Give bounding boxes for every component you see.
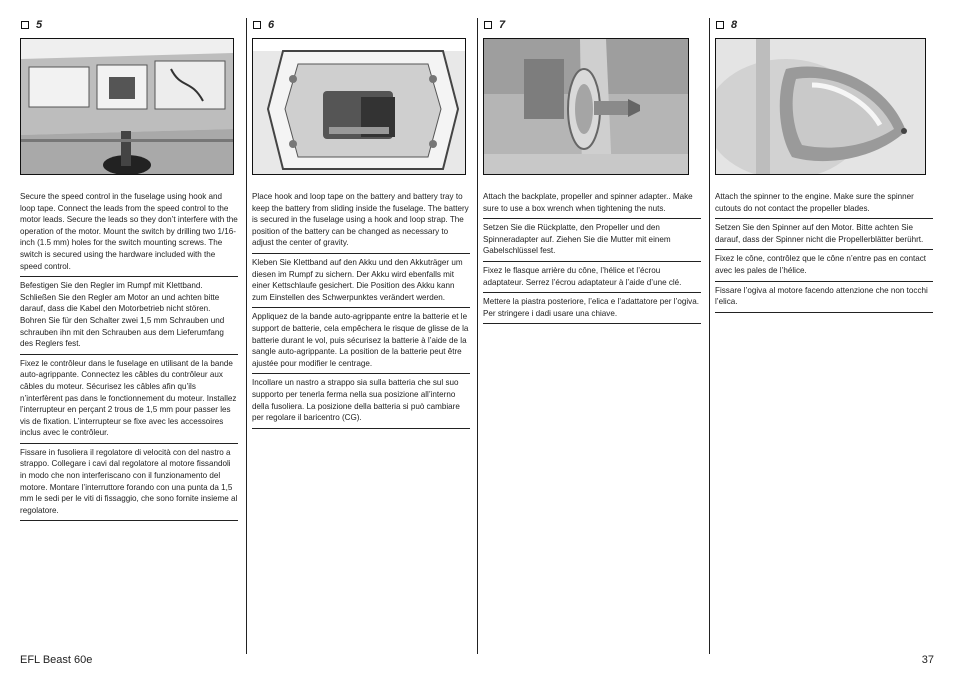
step-8-header xyxy=(715,18,933,32)
instruction-italian: Fissare in fusoliera il regolatore di velocità con del nastro a strappo. Collegare i cavi dal regolatore al motore fissandoli in modo che non interferiscano con il funzionamento del motore. Montare l’interruttore forando con una punta da 1,5 mm le sedi per le viti di fissaggio, che sono fornite insieme al regolatore. xyxy=(20,444,238,522)
step-5-column xyxy=(20,18,238,521)
instruction-german: Setzen Sie den Spinner auf den Motor. Bitte achten Sie darauf, dass der Spinner nicht die Propellerblätter berührt. xyxy=(715,219,933,250)
instruction-english: Place hook and loop tape on the battery and battery tray to keep the battery from sliding inside the fuselage. The battery is secured in the fuselage using a hook and loop strap. The position of the battery can be changed as necessary to adjust the center of gravity. xyxy=(252,191,470,254)
step-7-instructions xyxy=(483,191,701,324)
page-number: 37 xyxy=(921,654,934,666)
footer-model-name: EFL Beast 60e xyxy=(20,654,93,666)
checkbox-icon[interactable] xyxy=(21,21,29,29)
instruction-italian: Incollare un nastro a strappo sia sulla batteria che sul suo supporto per tenerla ferma nella sua posizione all’interno della fusoliera. La posizione della batteria si può cambiare per regolare il baricentro (CG). xyxy=(252,374,470,428)
instruction-french: Appliquez de la bande auto-agrippante entre la batterie et le support de batterie, cela empêchera le risque de glisse de la batterie durant le vol, puis sécurisez la batterie à l’aide de la sangle auto-agrippante. La position de la batterie peut être ajustée pour modifier le centrage. xyxy=(252,308,470,374)
checkbox-icon[interactable] xyxy=(716,21,724,29)
instruction-german: Kleben Sie Klettband auf den Akku und den Akkuträger um diesen im Rumpf zu sichern. Der Akku wird ebenfalls mit einer Kettschlaufe gesichert. Die Position des Akku kann zum Einstellen des Schwerpunktes verändert werden. xyxy=(252,254,470,308)
instruction-french: Fixez le cône, contrôlez que le cône n’entre pas en contact avec les pales de l’hélice. xyxy=(715,250,933,281)
propeller-backplate-image xyxy=(484,39,688,174)
step-number: 5 xyxy=(36,19,43,31)
column-divider xyxy=(477,18,478,654)
step-number: 6 xyxy=(268,19,275,31)
step-number: 8 xyxy=(731,19,738,31)
step-6-photo xyxy=(252,38,466,175)
step-7-photo xyxy=(483,38,689,175)
battery-tray-image xyxy=(253,39,465,174)
step-number: 7 xyxy=(499,19,506,31)
spinner-image xyxy=(716,39,925,174)
instruction-french: Fixez le contrôleur dans le fuselage en utilisant de la bande auto-agrippante. Connectez les câbles du contrôleur aux câbles du moteur. Sécurisez les câbles afin qu’ils n’interfèrent pas dans le fonctionnement du moteur. Installez l’interrupteur en perçant 2 trous de 1,5 mm pour passer les vis de fixation. L’interrupteur se fixe avec les accessoires inclus avec le contrôleur. xyxy=(20,355,238,444)
step-5-instructions xyxy=(20,191,238,521)
step-8-column xyxy=(715,18,933,313)
column-divider xyxy=(246,18,247,654)
step-6-column xyxy=(252,18,470,429)
instruction-german: Befestigen Sie den Regler im Rumpf mit Klettband. Schließen Sie den Regler am Motor an und achten bitte darauf, dass die Kabel den Motorbetrieb nicht stören. Bohren Sie für den Schalter zwei 1,5 mm Schrauben und schrauben ihn mit den Schrauben aus dem Lieferumfang des Reglers fest. xyxy=(20,277,238,355)
step-6-instructions xyxy=(252,191,470,429)
step-6-header xyxy=(252,18,470,32)
instruction-french: Fixez le flasque arrière du cône, l’hélice et l’écrou adaptateur. Serrez l’écrou adaptateur à l’aide d’une clé. xyxy=(483,262,701,293)
instruction-english: Attach the backplate, propeller and spinner adapter.. Make sure to use a box wrench when tightening the nuts. xyxy=(483,191,701,219)
instruction-italian: Mettere la piastra posteriore, l’elica e l’adattatore per l’ogiva. Per stringere i dadi usare una chiave. xyxy=(483,293,701,324)
column-divider xyxy=(709,18,710,654)
instruction-german: Setzen Sie die Rückplatte, den Propeller und den Spinneradapter auf. Ziehen Sie die Mutter mit einem Gabelschlüssel fest. xyxy=(483,219,701,262)
step-7-header xyxy=(483,18,701,32)
step-8-instructions xyxy=(715,191,933,313)
step-5-header xyxy=(20,18,238,32)
instruction-italian: Fissare l’ogiva al motore facendo attenzione che non tocchi l’elica. xyxy=(715,282,933,313)
step-8-photo xyxy=(715,38,926,175)
instruction-english: Secure the speed control in the fuselage using hook and loop tape. Connect the leads from the speed control to the motor leads. Secure the leads so they don’t interfere with the operation of the motor. Mount the switch by drilling two 1/16-inch (1.5 mm) holes for the switch mounting screws. The switch is secured using the hardware included with the speed control. xyxy=(20,191,238,277)
step-5-photo xyxy=(20,38,234,175)
checkbox-icon[interactable] xyxy=(253,21,261,29)
step-7-column xyxy=(483,18,701,324)
fuselage-interior-image xyxy=(21,39,233,174)
checkbox-icon[interactable] xyxy=(484,21,492,29)
instruction-english: Attach the spinner to the engine. Make sure the spinner cutouts do not contact the propeller blades. xyxy=(715,191,933,219)
